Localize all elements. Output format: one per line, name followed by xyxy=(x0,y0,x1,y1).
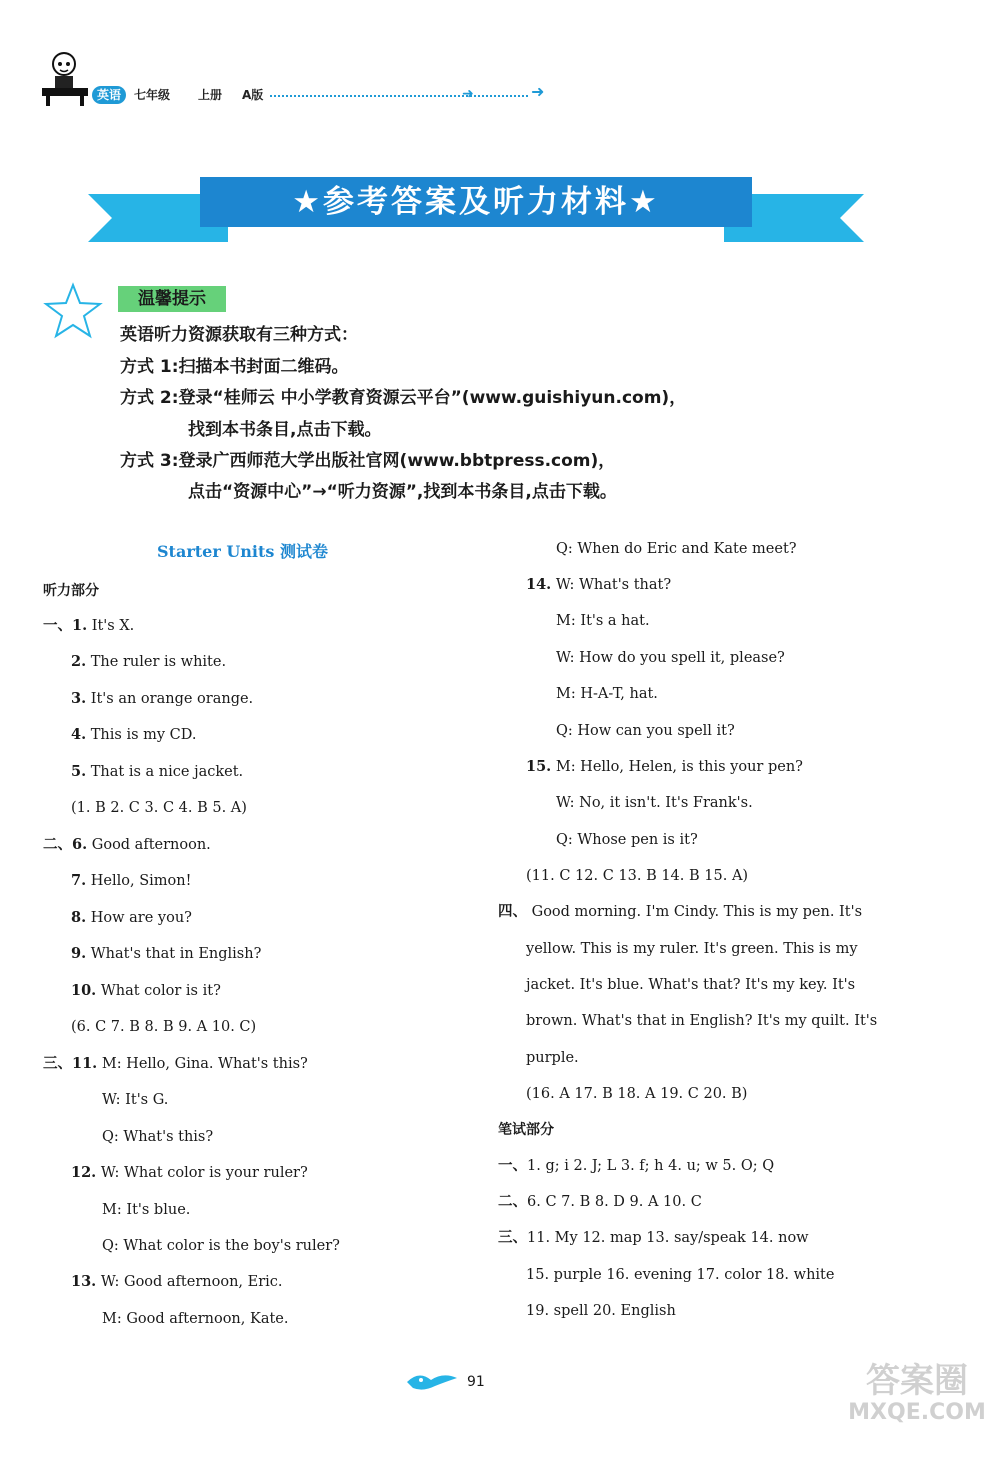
dialogue-line: M: It's a hat. xyxy=(556,613,650,629)
list-item: 2. The ruler is white. xyxy=(71,653,227,670)
banner-title: ★参考答案及听力材料★ xyxy=(200,177,752,227)
footer-bird-icon xyxy=(405,1368,461,1394)
answer-key: 一、1. g; i 2. J; L 3. f; h 4. u; w 5. O; Q xyxy=(498,1157,775,1174)
answer-key: 二、6. C 7. B 8. D 9. A 10. C xyxy=(498,1193,702,1210)
answer-key: (11. C 12. C 13. B 14. B 15. A) xyxy=(526,868,749,884)
written-heading: 笔试部分 xyxy=(498,1122,554,1138)
list-item: 二、6. Good afternoon. xyxy=(43,836,211,853)
edition-label: A版 xyxy=(242,88,264,102)
list-item: 10. What color is it? xyxy=(71,982,221,999)
listening-heading: 听力部分 xyxy=(43,583,99,599)
dialogue-line: Q: How can you spell it? xyxy=(556,723,735,739)
list-item: 12. W: What color is your ruler? xyxy=(71,1164,308,1181)
dialogue-line: Q: When do Eric and Kate meet? xyxy=(556,541,797,557)
subject-badge: 英语 xyxy=(92,86,126,104)
list-item: 14. W: What's that? xyxy=(526,576,672,593)
passage-line: brown. What's that in English? It's my quilt. It's xyxy=(526,1013,878,1029)
dialogue-line: Q: What color is the boy's ruler? xyxy=(102,1238,340,1254)
arrow-right-icon: ➜ xyxy=(531,82,545,101)
tip-line: 方式 3:登录广西师范大学出版社官网(www.bbtpress.com)， xyxy=(120,451,616,471)
answer-key: 19. spell 20. English xyxy=(526,1303,676,1319)
list-item: 7. Hello, Simon! xyxy=(71,872,192,889)
mascot-icon xyxy=(40,50,92,108)
arrow-right-icon: ➜ xyxy=(462,86,474,102)
star-outline-icon xyxy=(42,282,104,340)
answer-key: 三、11. My 12. map 13. say/speak 14. now xyxy=(498,1229,809,1246)
answer-key: (1. B 2. C 3. C 4. B 5. A) xyxy=(71,800,247,816)
page-number: 91 xyxy=(467,1374,485,1390)
list-item: 三、11. M: Hello, Gina. What's this? xyxy=(43,1055,308,1072)
dialogue-line: M: It's blue. xyxy=(102,1202,191,1218)
dialogue-line: M: Good afternoon, Kate. xyxy=(102,1311,289,1327)
tip-line: 英语听力资源获取有三种方式： xyxy=(120,325,358,345)
answer-key: 15. purple 16. evening 17. color 18. white xyxy=(526,1267,835,1283)
dialogue-line: Q: Whose pen is it? xyxy=(556,832,698,848)
dialogue-line: W: It's G. xyxy=(102,1092,169,1108)
list-item: 13. W: Good afternoon, Eric. xyxy=(71,1273,283,1290)
list-item: 5. That is a nice jacket. xyxy=(71,763,244,780)
header-dotted-line xyxy=(270,95,528,97)
volume-label: 上册 xyxy=(198,88,223,102)
dialogue-line: W: No, it isn't. It's Frank's. xyxy=(556,795,753,811)
answer-key: (16. A 17. B 18. A 19. C 20. B) xyxy=(526,1086,748,1102)
list-item: 4. This is my CD. xyxy=(71,726,197,743)
tip-label: 温馨提示 xyxy=(118,286,226,312)
passage-line: purple. xyxy=(526,1050,579,1066)
dialogue-line: W: How do you spell it, please? xyxy=(556,650,785,666)
list-item: 8. How are you? xyxy=(71,909,192,926)
dialogue-line: Q: What's this? xyxy=(102,1129,214,1145)
watermark: 答案圈 MXQE.COM xyxy=(848,1361,986,1425)
grade-label: 七年级 xyxy=(134,88,171,102)
tip-line: 方式 2:登录“桂师云 中小学教育资源云平台”(www.guishiyun.com)， xyxy=(120,388,687,408)
tip-line: 方式 1:扫描本书封面二维码。 xyxy=(120,357,349,377)
dialogue-line: M: H-A-T, hat. xyxy=(556,686,658,702)
answer-key: (6. C 7. B 8. B 9. A 10. C) xyxy=(71,1019,257,1035)
passage-line: 四、 Good morning. I'm Cindy. This is my pen. It's xyxy=(498,903,863,920)
tip-line: 点击“资源中心”→“听力资源”,找到本书条目,点击下载。 xyxy=(188,482,617,502)
passage-line: yellow. This is my ruler. It's green. This is my xyxy=(526,941,858,957)
list-item: 9. What's that in English? xyxy=(71,945,262,962)
section-title: Starter Units 测试卷 xyxy=(157,542,328,561)
list-item: 15. M: Hello, Helen, is this your pen? xyxy=(526,758,803,775)
list-item: 一、1. It's X. xyxy=(43,617,135,634)
list-item: 3. It's an orange orange. xyxy=(71,690,254,707)
passage-line: jacket. It's blue. What's that? It's my key. It's xyxy=(526,977,856,993)
tip-line: 找到本书条目,点击下载。 xyxy=(188,420,382,440)
